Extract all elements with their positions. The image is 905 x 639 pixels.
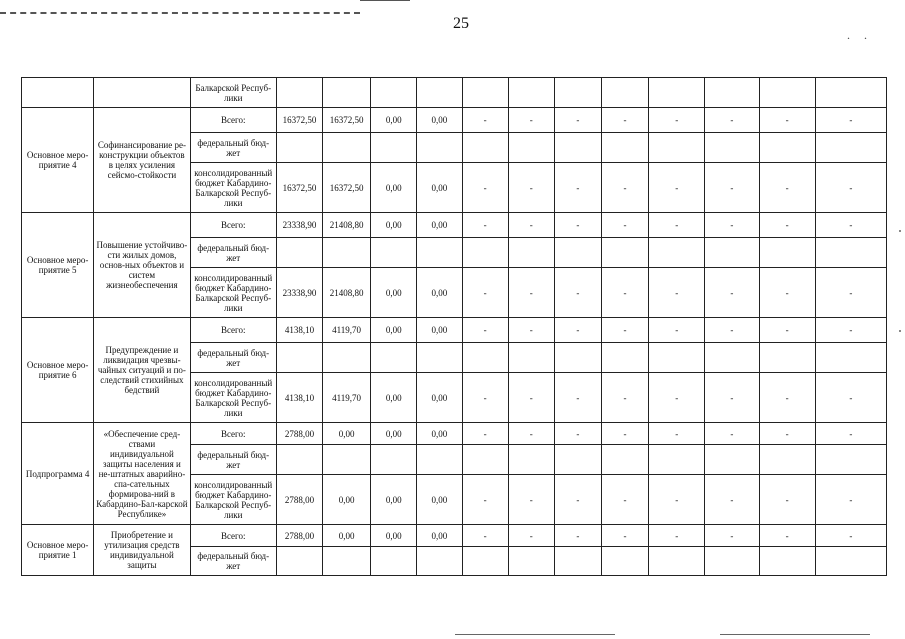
empty-value-dash: -: [462, 163, 508, 213]
scan-artifact-mark: [899, 330, 901, 332]
value-cell: 4119,70: [323, 318, 371, 343]
value-cell: 0,00: [371, 213, 417, 238]
scan-artifact-mark: [899, 230, 901, 232]
empty-value-dash: -: [649, 318, 705, 343]
program-name: Основное меро-приятие 4: [22, 108, 94, 213]
value-cell: 16372,50: [276, 163, 322, 213]
empty-value-dash: -: [815, 268, 886, 318]
empty-value-dash: -: [649, 213, 705, 238]
value-cell: 0,00: [371, 163, 417, 213]
value-cell: 0,00: [371, 423, 417, 445]
page-number: 25: [453, 15, 469, 32]
empty-value-dash: -: [705, 423, 759, 445]
value-cell: 0,00: [417, 213, 462, 238]
empty-value-dash: -: [705, 475, 759, 525]
value-cell: 0,00: [417, 373, 462, 423]
table-row: [22, 213, 887, 238]
source-label: федеральный бюд-жет: [190, 133, 276, 163]
empty-value-dash: -: [462, 475, 508, 525]
value-cell: 2788,00: [276, 423, 322, 445]
program-description: Повышение устойчиво-сти жилых домов, основ-ных объектов и систем жизнеобеспечения: [94, 213, 190, 318]
value-cell: 2788,00: [276, 525, 322, 547]
empty-value-dash: -: [601, 268, 648, 318]
scan-artifact-line: [720, 634, 870, 635]
program-description: Предупреждение и ликвидация чрезвы-чайных ситуаций и по-следствий стихийных бедствий: [94, 318, 190, 423]
empty-value-dash: -: [554, 423, 601, 445]
empty-value-dash: -: [462, 525, 508, 547]
value-cell: 16372,50: [276, 108, 322, 133]
value-cell: 4138,10: [276, 318, 322, 343]
empty-value-dash: -: [649, 423, 705, 445]
empty-value-dash: -: [601, 373, 648, 423]
table-row: [22, 525, 887, 547]
table-row: [22, 318, 887, 343]
empty-value-dash: -: [601, 108, 648, 133]
budget-table: [21, 77, 887, 576]
source-label: федеральный бюд-жет: [190, 547, 276, 576]
empty-value-dash: -: [601, 475, 648, 525]
program-description: «Обеспечение сред-ствами индивидуальной защиты населения и не-штатных аварийно-спа-сательных формирова-ний в Кабардино-Бал-карской Республике»: [94, 423, 190, 525]
empty-value-dash: -: [649, 475, 705, 525]
empty-value-dash: -: [815, 525, 886, 547]
scan-artifact-line: [360, 0, 410, 1]
empty-value-dash: -: [554, 318, 601, 343]
empty-value-dash: -: [601, 525, 648, 547]
empty-value-dash: -: [601, 163, 648, 213]
value-cell: 16372,50: [323, 163, 371, 213]
empty-value-dash: -: [508, 213, 554, 238]
empty-value-dash: -: [554, 108, 601, 133]
empty-value-dash: -: [462, 423, 508, 445]
source-label: федеральный бюд-жет: [190, 343, 276, 373]
empty-value-dash: -: [815, 213, 886, 238]
empty-value-dash: -: [601, 423, 648, 445]
empty-value-dash: -: [815, 318, 886, 343]
empty-value-dash: -: [462, 213, 508, 238]
value-cell: 0,00: [417, 268, 462, 318]
empty-value-dash: -: [705, 163, 759, 213]
empty-value-dash: -: [759, 163, 815, 213]
value-cell: 0,00: [371, 475, 417, 525]
program-name: Основное меро-приятие 5: [22, 213, 94, 318]
value-cell: 23338,90: [276, 213, 322, 238]
empty-value-dash: -: [815, 163, 886, 213]
empty-value-dash: -: [462, 373, 508, 423]
empty-value-dash: -: [508, 373, 554, 423]
table-row: [22, 78, 887, 108]
empty-value-dash: -: [759, 525, 815, 547]
program-description: Приобретение и утилизация средств индивидуальной защиты: [94, 525, 190, 576]
scan-artifact-dashed-line: [0, 12, 360, 14]
value-cell: 23338,90: [276, 268, 322, 318]
empty-value-dash: -: [705, 108, 759, 133]
empty-value-dash: -: [508, 163, 554, 213]
empty-value-dash: -: [554, 213, 601, 238]
empty-value-dash: -: [462, 318, 508, 343]
value-cell: 4138,10: [276, 373, 322, 423]
empty-value-dash: -: [508, 525, 554, 547]
value-cell: 0,00: [417, 108, 462, 133]
source-label: федеральный бюд-жет: [190, 238, 276, 268]
empty-value-dash: -: [462, 108, 508, 133]
value-cell: 16372,50: [323, 108, 371, 133]
table-row: [22, 108, 887, 133]
value-cell: 0,00: [417, 163, 462, 213]
empty-value-dash: -: [649, 268, 705, 318]
source-label: консолидированный бюджет Кабардино-Балкарской Респуб-лики: [190, 163, 276, 213]
source-label: Всего:: [190, 213, 276, 238]
value-cell: 0,00: [371, 318, 417, 343]
empty-value-dash: -: [705, 318, 759, 343]
empty-value-dash: -: [759, 213, 815, 238]
value-cell: 0,00: [417, 423, 462, 445]
source-label: Всего:: [190, 525, 276, 547]
scan-artifact-line: [455, 634, 615, 635]
value-cell: 2788,00: [276, 475, 322, 525]
empty-value-dash: -: [508, 423, 554, 445]
source-label: Балкарской Респуб-лики: [190, 78, 276, 108]
value-cell: 0,00: [417, 318, 462, 343]
empty-value-dash: -: [815, 373, 886, 423]
empty-value-dash: -: [508, 318, 554, 343]
program-name: Основное меро-приятие 6: [22, 318, 94, 423]
value-cell: 4119,70: [323, 373, 371, 423]
empty-value-dash: -: [759, 475, 815, 525]
empty-value-dash: -: [759, 423, 815, 445]
source-label: консолидированный бюджет Кабардино-Балкарской Респуб-лики: [190, 373, 276, 423]
value-cell: 0,00: [323, 475, 371, 525]
empty-value-dash: -: [759, 108, 815, 133]
empty-value-dash: -: [759, 268, 815, 318]
source-label: Всего:: [190, 108, 276, 133]
empty-value-dash: -: [508, 475, 554, 525]
value-cell: 0,00: [323, 525, 371, 547]
empty-value-dash: -: [759, 318, 815, 343]
value-cell: 0,00: [323, 423, 371, 445]
empty-value-dash: -: [554, 525, 601, 547]
empty-value-dash: -: [815, 108, 886, 133]
empty-value-dash: -: [601, 213, 648, 238]
empty-value-dash: -: [705, 213, 759, 238]
scan-artifact-dots: ..: [847, 28, 881, 42]
value-cell: 0,00: [371, 525, 417, 547]
program-name: Основное меро-приятие 1: [22, 525, 94, 576]
source-label: консолидированный бюджет Кабардино-Балкарской Респуб-лики: [190, 268, 276, 318]
empty-value-dash: -: [759, 373, 815, 423]
empty-value-dash: -: [554, 163, 601, 213]
empty-value-dash: -: [554, 373, 601, 423]
value-cell: 0,00: [417, 475, 462, 525]
empty-value-dash: -: [508, 108, 554, 133]
value-cell: 0,00: [371, 108, 417, 133]
empty-value-dash: -: [649, 163, 705, 213]
empty-value-dash: -: [462, 268, 508, 318]
source-label: Всего:: [190, 318, 276, 343]
empty-value-dash: -: [554, 475, 601, 525]
empty-value-dash: -: [601, 318, 648, 343]
empty-value-dash: -: [554, 268, 601, 318]
program-name: Подпрограмма 4: [22, 423, 94, 525]
source-label: федеральный бюд-жет: [190, 445, 276, 475]
empty-value-dash: -: [705, 268, 759, 318]
value-cell: 21408,80: [323, 213, 371, 238]
empty-value-dash: -: [705, 525, 759, 547]
empty-value-dash: -: [649, 373, 705, 423]
value-cell: 0,00: [371, 268, 417, 318]
value-cell: 21408,80: [323, 268, 371, 318]
empty-value-dash: -: [815, 475, 886, 525]
empty-value-dash: -: [705, 373, 759, 423]
value-cell: 0,00: [417, 525, 462, 547]
source-label: Всего:: [190, 423, 276, 445]
value-cell: 0,00: [371, 373, 417, 423]
source-label: консолидированный бюджет Кабардино-Балкарской Респуб-лики: [190, 475, 276, 525]
table-row: [22, 423, 887, 445]
empty-value-dash: -: [649, 108, 705, 133]
empty-value-dash: -: [508, 268, 554, 318]
empty-value-dash: -: [815, 423, 886, 445]
empty-value-dash: -: [649, 525, 705, 547]
program-description: Софинансирование ре-конструкции объектов в целях усиления сейсмо-стойкости: [94, 108, 190, 213]
